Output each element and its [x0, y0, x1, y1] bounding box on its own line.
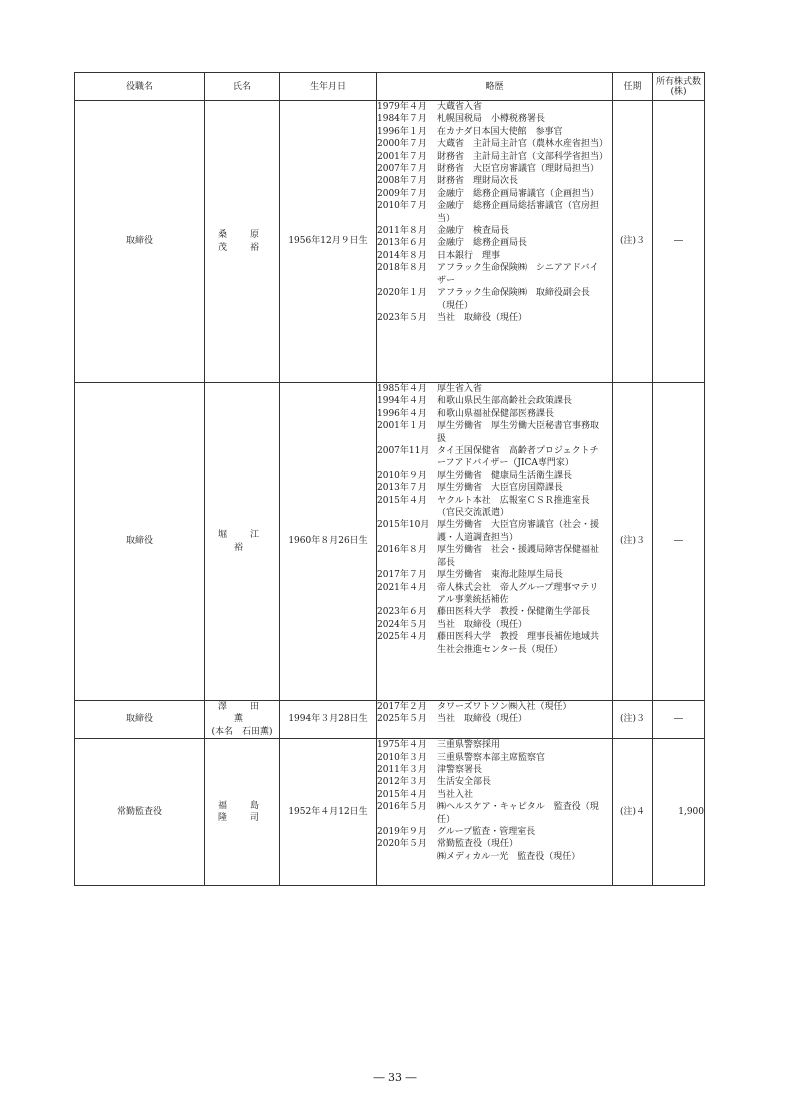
officer-birth: 1952年４月12日生: [280, 739, 377, 886]
history-entry: [377, 544, 612, 569]
history-date: 2020年１月: [377, 288, 427, 299]
history-date: 2010年９月: [377, 470, 427, 481]
history-date: 2016年５月: [377, 802, 427, 813]
history-event: 厚生省入省: [437, 384, 483, 394]
history-event: 金融庁 総務企画局総括審議官（官房担当）: [437, 201, 600, 224]
history-event: 厚生労働省 健康局生活衛生課長: [437, 470, 573, 481]
history-event: ヤクルト本社 広報室ＣＳＲ推進室長（官民交流派遣）: [437, 495, 590, 519]
history-event: 厚生労働省 大臣官房審議官（社会・援護・人道調査担当）: [437, 520, 600, 543]
history-date: 2013年６月: [377, 238, 427, 249]
officer-history: [377, 383, 613, 701]
officer-history: [377, 739, 613, 886]
history-entry: [377, 200, 612, 225]
history-entry: [377, 801, 612, 826]
history-date: 2015年４月: [377, 789, 427, 800]
officer-shares: 1,900: [653, 739, 705, 886]
col-shares-header: 所有株式数 (株): [653, 73, 705, 101]
history-entry: [377, 470, 612, 482]
history-event: ㈱メディカル一光 監査役（現任）: [437, 851, 581, 862]
history-entry: [377, 188, 612, 200]
history-entry: [377, 482, 612, 494]
history-event: 厚生労働省 大臣官房国際課長: [437, 483, 564, 494]
history-date: [377, 851, 437, 863]
history-date: 2020年５月: [377, 839, 427, 850]
officer-birth: 1994年３月28日生: [280, 701, 377, 739]
history-event: 在カナダ日本国大使館 参事官: [437, 126, 563, 137]
officer-birth: 1960年８月26日生: [280, 383, 377, 701]
history-entry: [377, 752, 612, 764]
officer-name: 澤 田 薫: [217, 702, 299, 725]
col-name-header: 氏名: [205, 73, 280, 101]
history-event: 札幌国税局 小樽税務署長: [437, 114, 546, 125]
history-event: 厚生労働省 厚生労働大臣秘書官事務取扱: [437, 421, 600, 444]
history-entry: [377, 838, 612, 850]
officer-shares: ―: [653, 701, 705, 739]
history-entry: [377, 395, 612, 407]
history-event: 財務省 大臣官房審議官（理財局担当）: [437, 164, 600, 175]
history-date: 2011年３月: [377, 765, 427, 776]
history-entry: [377, 287, 612, 312]
history-event: ㈱ヘルスケア・キャピタル 監査役（現任）: [437, 802, 599, 825]
table-row: [75, 701, 705, 739]
history-date: 2014年８月: [377, 250, 427, 261]
history-event: 日本銀行 理事: [437, 250, 501, 261]
history-date: 2015年４月: [377, 495, 427, 506]
history-entry: [377, 312, 612, 324]
history-entry: [377, 776, 612, 788]
history-event: 金融庁 検査局長: [437, 226, 510, 237]
history-entry: [377, 851, 612, 863]
history-date: 1984年７月: [377, 114, 427, 125]
history-date: 2008年７月: [377, 176, 427, 187]
history-event: 和歌山県福祉保健部医務課長: [437, 408, 555, 419]
history-entry: [377, 138, 612, 150]
history-date: 1975年４月: [377, 740, 427, 751]
officer-term: (注)４: [613, 739, 653, 886]
history-date: 2011年８月: [377, 226, 427, 237]
history-date: 2010年３月: [377, 752, 427, 763]
officers-table: [74, 72, 705, 886]
history-date: 2010年７月: [377, 201, 427, 212]
history-date: 2017年７月: [377, 570, 427, 581]
history-date: 2007年７月: [377, 164, 427, 175]
history-event: 財務省 主計局主計官（文部科学省担当）: [437, 151, 609, 162]
history-entry: [377, 262, 612, 287]
history-date: 2009年７月: [377, 188, 427, 199]
history-entry: [377, 113, 612, 125]
history-event: 金融庁 総務企画局審議官（企画担当）: [437, 188, 600, 199]
history-date: 1979年４月: [377, 102, 427, 112]
history-event: 当社 取締役（現任）: [437, 714, 528, 725]
history-event: 厚生労働省 東海北陸厚生局長: [437, 570, 564, 581]
history-entry: [377, 175, 612, 187]
history-event: 当社 取締役（現任）: [437, 619, 528, 630]
history-entry: [377, 606, 612, 618]
history-entry: [377, 619, 612, 631]
history-date: 2023年６月: [377, 607, 427, 618]
history-event: 藤田医科大学 教授 理事長補佐地域共生社会推進センター長（現任）: [437, 632, 600, 655]
table-row: [75, 383, 705, 701]
col-history-header: 略歴: [377, 73, 613, 101]
history-event: 三重県警察採用: [437, 740, 501, 751]
history-event: 当社入社: [437, 789, 474, 800]
history-event: 藤田医科大学 教授・保健衛生学部長: [437, 607, 591, 618]
history-event: 厚生労働省 社会・援護局障害保健福祉部長: [437, 545, 600, 568]
history-date: 2001年７月: [377, 151, 427, 162]
history-date: 1994年４月: [377, 396, 427, 407]
history-date: 1985年４月: [377, 384, 427, 394]
history-entry: [377, 445, 612, 470]
page-number: ― 33 ―: [373, 1071, 417, 1084]
officer-term: (注)３: [613, 101, 653, 383]
history-event: 金融庁 総務企画局長: [437, 238, 528, 249]
history-entry: [377, 713, 612, 725]
history-date: 2016年８月: [377, 545, 427, 556]
history-entry: [377, 582, 612, 607]
col-birth-header: 生年月日: [280, 73, 377, 101]
officer-history: [377, 701, 613, 739]
history-date: 2000年７月: [377, 139, 427, 150]
history-date: 2018年８月: [377, 263, 427, 274]
history-event: 津警察署長: [437, 765, 483, 776]
history-event: 帝人株式会社 帝人グループ理事マテリアル事業統括補佐: [437, 582, 599, 605]
table-row: [75, 101, 705, 383]
history-date: 2007年11月: [377, 446, 430, 457]
history-date: 2012年３月: [377, 777, 427, 788]
history-date: 2019年９月: [377, 827, 427, 838]
officer-position: 常勤監査役: [75, 739, 205, 886]
history-entry: [377, 764, 612, 776]
history-date: 2023年５月: [377, 312, 427, 323]
officer-name: 福 島 隆 司: [205, 739, 280, 886]
history-event: タイ王国保健省 高齢者プロジェクトチーフアドバイザー（JICA専門家）: [437, 446, 599, 469]
officer-shares: ―: [653, 101, 705, 383]
officer-name-cell: [205, 701, 299, 739]
history-entry: [377, 250, 612, 262]
history-entry: [377, 408, 612, 420]
officer-birth: 1956年12月９日生: [280, 101, 377, 383]
history-entry: [377, 789, 612, 801]
history-date: 2013年７月: [377, 483, 427, 494]
history-event: 和歌山県民生部高齢社会政策課長: [437, 396, 573, 407]
history-date: 2015年10月: [377, 520, 430, 531]
history-event: タワーズワトソン㈱入社（現任）: [437, 702, 572, 712]
history-entry: [377, 126, 612, 138]
history-event: 大蔵省入省: [437, 102, 483, 112]
officer-term: (注)３: [613, 383, 653, 701]
history-date: 1996年１月: [377, 126, 427, 137]
officer-name-note: (本名 石田薫): [211, 726, 273, 737]
history-entry: [377, 163, 612, 175]
history-event: 生活安全部長: [437, 777, 492, 788]
history-event: アフラック生命保険㈱ 取締役副会長（現任）: [437, 288, 590, 311]
history-entry: [377, 101, 612, 113]
col-position-header: 役職名: [75, 73, 205, 101]
officer-position: 取締役: [75, 101, 205, 383]
officer-position: 取締役: [75, 383, 205, 701]
history-entry: [377, 225, 612, 237]
table-header-row: [75, 73, 705, 101]
history-date: 1996年４月: [377, 408, 427, 419]
history-date: 2001年１月: [377, 421, 427, 432]
history-date: 2021年４月: [377, 582, 427, 593]
history-entry: [377, 383, 612, 395]
history-entry: [377, 826, 612, 838]
history-date: 2025年４月: [377, 632, 427, 643]
officer-name: 桑 原 茂 裕: [205, 101, 280, 383]
history-entry: [377, 420, 612, 445]
history-date: 2025年５月: [377, 714, 427, 725]
history-event: グループ監査・管理室長: [437, 827, 536, 838]
history-date: 2017年２月: [377, 702, 427, 712]
history-entry: [377, 701, 612, 713]
officer-name: 堀 江 裕: [205, 383, 280, 701]
history-event: アフラック生命保険㈱ シニアアドバイザー: [437, 263, 599, 286]
history-date: 2024年５月: [377, 619, 427, 630]
history-event: 常勤監査役（現任）: [437, 839, 519, 850]
history-event: 当社 取締役（現任）: [437, 312, 528, 323]
history-entry: [377, 739, 612, 751]
history-event: 財務省 理財局次長: [437, 176, 519, 187]
col-term-header: 任期: [613, 73, 653, 101]
history-event: 大蔵省 主計局主計官（農林水産省担当）: [437, 139, 609, 150]
table-row: [75, 739, 705, 886]
officer-history: [377, 101, 613, 383]
officer-shares: ―: [653, 383, 705, 701]
history-entry: [377, 237, 612, 249]
history-entry: [377, 519, 612, 544]
history-entry: [377, 495, 612, 520]
officer-term: (注)３: [613, 701, 653, 739]
history-entry: [377, 151, 612, 163]
history-entry: [377, 569, 612, 581]
officer-position: 取締役: [75, 701, 205, 739]
history-event: 三重県警察本部主席監察官: [437, 752, 546, 763]
history-entry: [377, 631, 612, 656]
